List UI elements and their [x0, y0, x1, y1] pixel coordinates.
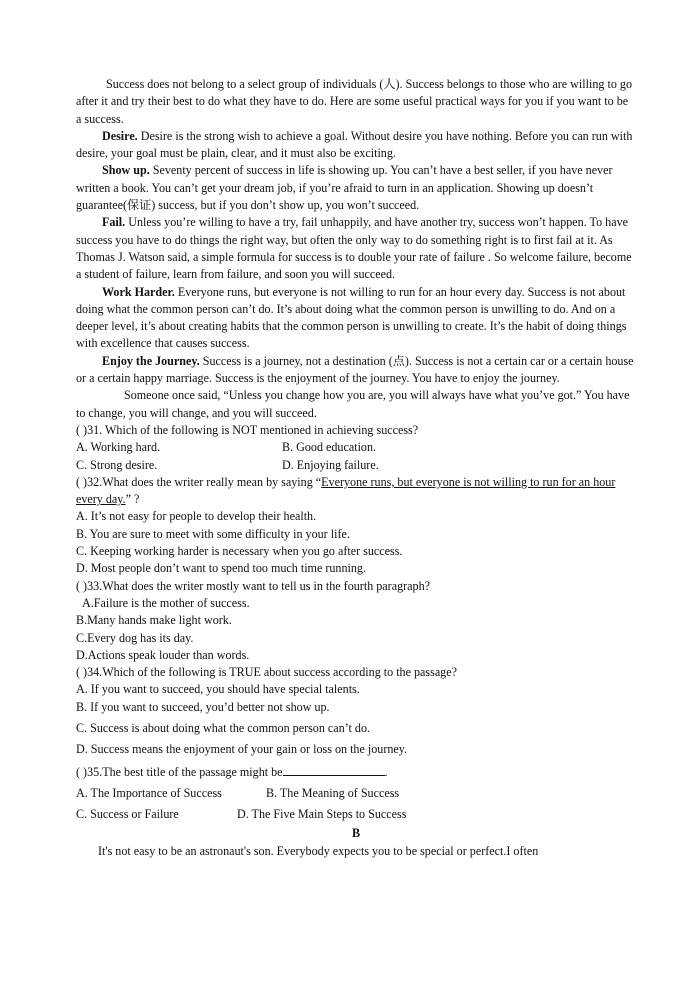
intro-paragraph: Success does not belong to a select group of individuals (人). Success belongs to those who are willing to go after it and try their best to do what they have to do. Here are some useful practical ways for you if you want to be a success. [76, 77, 632, 126]
desire-heading: Desire. [102, 128, 138, 143]
q32-option-c: C. Keeping working harder is necessary when you go after success. [76, 544, 403, 559]
showup-text: Seventy percent of success in life is showing up. You can’t have a best seller, if you have never written a book. You can’t get your dream job, if you’re afraid to turn in an application. Showing up doesn’t guarantee(保证) success, but if you don’t show up, you won’t succeed. [76, 163, 613, 213]
question-35-options-row1 [76, 785, 636, 802]
journey-paragraph [76, 353, 636, 388]
q34-option-d: D. Success means the enjoyment of your gain or loss on the journey. [76, 742, 408, 757]
work-harder-paragraph [76, 284, 636, 353]
q35-option-a: A. The Importance of Success [76, 785, 222, 800]
q35-stem-text: ( )35.The best title of the passage might be [76, 764, 283, 779]
q34-option-a: A. If you want to succeed, you should have special talents. [76, 682, 360, 697]
q33-option-d: D.Actions speak louder than words. [76, 647, 250, 662]
question-35-stem [76, 763, 636, 781]
work-harder-text: Everyone runs, but everyone is not willing to run for an hour every day. Success is not about doing what the common person can’t do. It’s about doing what the common person is unwilling to do. And on a deeper level, it’s about creating habits that the common person is unwilling to create. It’s the habit of doing things with excellence that causes success. [76, 284, 627, 351]
showup-paragraph [76, 162, 636, 214]
q34-option-b: B. If you want to succeed, you’d better not show up. [76, 699, 330, 714]
q32-stem-text: ( )32.What does the writer really mean by saying “ [76, 474, 322, 489]
q33-option-a: A.Failure is the mother of success. [82, 595, 250, 610]
question-32-stem [76, 474, 636, 509]
desire-paragraph [76, 128, 636, 163]
q33-option-c: C.Every dog has its day. [76, 630, 194, 645]
q35-option-b: B. The Meaning of Success [266, 785, 400, 800]
question-33-stem: ( )33.What does the writer mostly want to tell us in the fourth paragraph? [76, 578, 430, 593]
fail-heading: Fail. [102, 215, 126, 230]
q35-stem-end: . [384, 764, 388, 779]
work-harder-heading: Work Harder. [102, 284, 175, 299]
question-31-options-row2 [76, 457, 636, 474]
journey-heading: Enjoy the Journey. [102, 353, 200, 368]
closing-paragraph: Someone once said, “Unless you change how you are, you will always have what you’ve got.” You have to change, you will change, and you will succeed. [76, 388, 630, 420]
q32-quoted-sentence: Everyone runs, but everyone is not willing to run for an hour every day. [76, 474, 616, 507]
worksheet-page [76, 76, 636, 860]
journey-text: Success is a journey, not a destination (点). Success is not a certain car or a certain house or a certain happy marriage. Success is the enjoyment of the journey. You have to enjoy the journey. [76, 353, 634, 386]
q32-stem-end: ” ? [125, 492, 140, 507]
q32-option-a: A. It’s not easy for people to develop their health. [76, 509, 317, 524]
q31-option-d: D. Enjoying failure. [282, 457, 379, 472]
section-b-heading: B [351, 826, 361, 841]
question-34-stem: ( )34.Which of the following is TRUE about success according to the passage? [76, 665, 457, 680]
q31-option-b: B. Good education. [282, 440, 377, 455]
question-31-stem: ( )31. Which of the following is NOT mentioned in achieving success? [76, 422, 419, 437]
showup-heading: Show up. [102, 163, 150, 178]
q31-option-a: A. Working hard. [76, 440, 161, 455]
section-b-first-line: It's not easy to be an astronaut's son. Everybody expects you to be special or perfect.I often [98, 843, 539, 858]
question-31-options-row1 [76, 439, 636, 456]
question-35-options-row2 [76, 806, 636, 823]
q35-answer-blank [283, 763, 385, 776]
fail-text: Unless you’re willing to have a try, fail unhappily, and have another try, success won’t happen. To have success you have to do things the right way, but often the only way to do something right is to first fail at it. As Thomas J. Watson said, a simple formula for success is to double your rate of failure . So welcome failure, become a student of failure, learn from failure, and soon you will succeed. [76, 215, 632, 282]
q32-option-d: D. Most people don’t want to spend too much time running. [76, 561, 366, 576]
q35-option-d: D. The Five Main Steps to Success [237, 807, 407, 822]
q34-option-c: C. Success is about doing what the common person can’t do. [76, 720, 371, 735]
q31-option-c: C. Strong desire. [76, 457, 158, 472]
desire-text: Desire is the strong wish to achieve a goal. Without desire you have nothing. Before you can run with desire, your goal must be plain, clear, and it must also be exciting. [76, 128, 633, 161]
q33-option-b: B.Many hands make light work. [76, 613, 232, 628]
q32-option-b: B. You are sure to meet with some difficulty in your life. [76, 526, 350, 541]
fail-paragraph [76, 214, 636, 283]
q35-option-c: C. Success or Failure [76, 807, 179, 822]
